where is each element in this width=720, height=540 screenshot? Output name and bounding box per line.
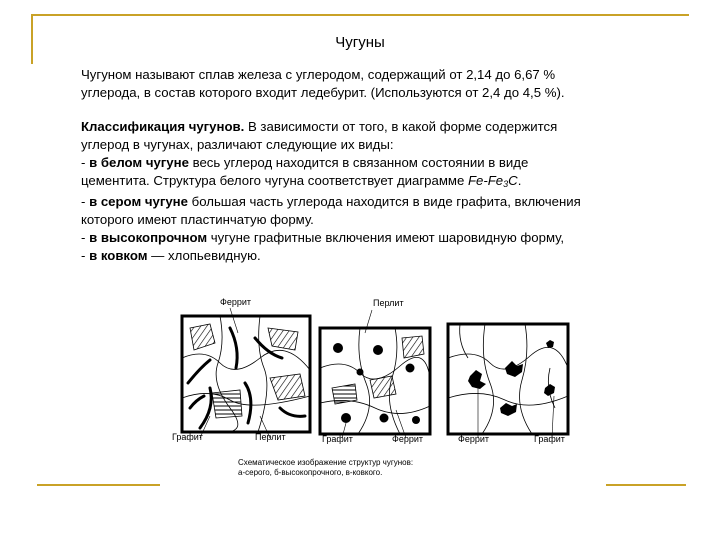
classification-paragraph xyxy=(81,118,581,265)
bullet-dash: - xyxy=(81,155,90,170)
grey-iron-line-2: которого имеют пластинчатую форму. xyxy=(81,212,314,227)
label-ferrite-b: Феррит xyxy=(392,434,424,444)
intro-paragraph xyxy=(81,66,565,102)
formula-c: C xyxy=(508,173,518,188)
grey-iron-text: большая часть углерода находится в виде графита, включения xyxy=(187,194,581,209)
malleable-line xyxy=(81,247,581,265)
formula-period: . xyxy=(517,173,522,188)
figure-caption-line-2: а-серого, б-высокопрочного, в-ковкого. xyxy=(238,468,383,477)
panel-malleable-iron xyxy=(448,324,568,438)
label-ferrite-a: Феррит xyxy=(220,297,252,307)
white-iron-line-2 xyxy=(81,172,581,193)
white-iron-text: весь углерод находится в связанном состоянии в виде xyxy=(188,155,529,170)
white-iron-term: в белом чугуне xyxy=(89,155,189,170)
white-iron-line xyxy=(81,154,581,172)
formula-subscript: 3 xyxy=(503,179,509,189)
page-title: Чугуны xyxy=(335,34,385,51)
classification-line-2: углерод в чугунах, различают следующие их виды: xyxy=(81,137,394,152)
panel-high-strength-iron xyxy=(320,310,430,438)
classification-line-1 xyxy=(81,118,581,136)
diagram-formula xyxy=(468,173,518,188)
decor-rule-bottom-right xyxy=(606,484,686,486)
classification-heading: Классификация чугунов. xyxy=(81,119,245,134)
high-strength-line xyxy=(81,229,581,247)
high-strength-text: чугуне графитные включения имеют шаровидную форму, xyxy=(207,230,565,245)
label-pearlite-a: Перлит xyxy=(255,432,286,442)
label-pearlite-b: Перлит xyxy=(373,298,404,308)
microstructure-figure xyxy=(160,288,590,478)
malleable-text: — хлопьевидную. xyxy=(147,248,261,263)
decor-rule-bottom-left xyxy=(37,484,160,486)
intro-line-2: углерода, в состав которого входит ледебурит. (Используются от 2,4 до 4,5 %). xyxy=(81,85,565,100)
malleable-term: в ковком xyxy=(89,248,148,263)
grey-iron-line xyxy=(81,193,581,211)
decor-rule-top xyxy=(31,14,689,16)
label-graphite-b: Графит xyxy=(322,434,353,444)
high-strength-term: в высокопрочном xyxy=(89,230,208,245)
bullet-dash: - xyxy=(81,194,90,209)
panel-grey-iron xyxy=(182,308,310,438)
classification-line-1-rest: В зависимости от того, в какой форме содержится xyxy=(244,119,558,134)
bullet-dash: - xyxy=(81,248,90,263)
intro-line-1: Чугуном называют сплав железа с углеродом, содержащий от 2,14 до 6,67 % xyxy=(81,67,556,82)
white-iron-text-2: цементита. Структура белого чугуна соответствует диаграмме xyxy=(81,173,468,188)
label-ferrite-c: Феррит xyxy=(458,434,490,444)
formula-fe: Fe-Fe xyxy=(467,173,504,188)
label-graphite-c: Графит xyxy=(534,434,565,444)
label-graphite-a: Графит xyxy=(172,432,203,442)
figure-caption-line-1: Схематическое изображение структур чугунов: xyxy=(238,458,414,467)
grey-iron-term: в сером чугуне xyxy=(89,194,188,209)
bullet-dash: - xyxy=(81,230,90,245)
